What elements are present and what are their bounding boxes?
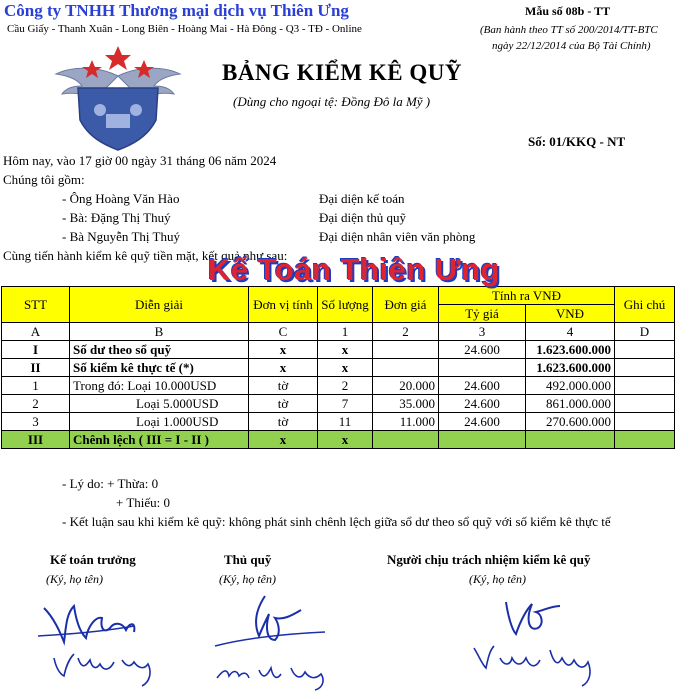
member-role: Đại diện thủ quỹ bbox=[319, 210, 407, 225]
header-note: Ghi chú bbox=[615, 287, 675, 323]
cell-vnd: 492.000.000 bbox=[526, 377, 615, 395]
cell-note bbox=[615, 431, 675, 449]
cell-note bbox=[615, 341, 675, 359]
member-role: Đại diện kế toán bbox=[319, 191, 405, 206]
logo-person-right bbox=[130, 104, 142, 116]
cell-quantity: 2 bbox=[318, 377, 373, 395]
logo-star-2 bbox=[105, 46, 131, 70]
company-logo bbox=[48, 40, 188, 152]
table-row bbox=[2, 377, 675, 395]
cell-quantity: x bbox=[318, 341, 373, 359]
cell-unit: x bbox=[249, 359, 318, 377]
cell-description: Chênh lệch ( III = I - II ) bbox=[70, 431, 249, 449]
header-vnd: VNĐ bbox=[526, 305, 615, 323]
cell-unit: tờ bbox=[249, 413, 318, 431]
header-stt: STT bbox=[2, 287, 70, 323]
cell-vnd: 1.623.600.000 bbox=[526, 359, 615, 377]
date-line: Hôm nay, vào 17 giờ 00 ngày 31 tháng 06 năm 2024 bbox=[3, 153, 277, 168]
cell-unit-price bbox=[373, 359, 439, 377]
form-number: Mẫu số 08b - TT bbox=[525, 4, 611, 18]
signature-hint: (Ký, họ tên) bbox=[219, 572, 276, 586]
reason-line: - Lý do: + Thừa: 0 bbox=[62, 476, 159, 491]
cell-unit-price bbox=[373, 341, 439, 359]
company-name: Công ty TNHH Thương mại dịch vụ Thiên Ưng bbox=[4, 1, 349, 20]
table-header-row bbox=[2, 287, 675, 305]
company-address: Cầu Giấy - Thanh Xuân - Long Biên - Hoàng Mai - Hà Đông - Q3 - TĐ - Online bbox=[7, 23, 362, 35]
header-unit: Đơn vị tính bbox=[249, 287, 318, 323]
cell-note bbox=[615, 377, 675, 395]
cell-description: Số kiểm kê thực tế (*) bbox=[70, 359, 249, 377]
member-name: - Ông Hoàng Văn Hào bbox=[62, 191, 180, 206]
conclusion-line: - Kết luận sau khi kiểm kê quỹ: không phát sinh chênh lệch giữa sổ dư theo sổ quỹ với số kiểm kê thực tế bbox=[62, 514, 611, 529]
cell-unit-price: 20.000 bbox=[373, 377, 439, 395]
header-quantity: Số lượng bbox=[318, 287, 373, 323]
watermark-text: Kế Toán Thiên Ưng bbox=[208, 252, 500, 287]
cell-note bbox=[615, 413, 675, 431]
cell-quantity: 11 bbox=[318, 413, 373, 431]
cell-vnd bbox=[526, 431, 615, 449]
code-cell: C bbox=[249, 323, 318, 341]
signature-title-treasurer: Thủ quỹ bbox=[224, 552, 272, 567]
page-title: BẢNG KIỂM KÊ QUỸ bbox=[222, 60, 462, 85]
cell-rate: 24.600 bbox=[439, 413, 526, 431]
header-vnd-group: Tính ra VNĐ bbox=[439, 287, 615, 305]
issued-by-line-1: (Ban hành theo TT số 200/2014/TT-BTC bbox=[480, 24, 658, 36]
cell-vnd: 1.623.600.000 bbox=[526, 341, 615, 359]
cell-stt: 3 bbox=[2, 413, 70, 431]
members-label: Chúng tôi gồm: bbox=[3, 172, 85, 187]
cell-rate bbox=[439, 431, 526, 449]
cell-quantity: 7 bbox=[318, 395, 373, 413]
cell-note bbox=[615, 395, 675, 413]
issued-by-line-2: ngày 22/12/2014 của Bộ Tài Chính) bbox=[492, 40, 651, 52]
signature-hint: (Ký, họ tên) bbox=[46, 572, 103, 586]
cell-rate bbox=[439, 359, 526, 377]
cell-quantity: x bbox=[318, 431, 373, 449]
cell-stt: I bbox=[2, 341, 70, 359]
cell-unit: tờ bbox=[249, 395, 318, 413]
cell-stt: 1 bbox=[2, 377, 70, 395]
member-name: - Bà: Đặng Thị Thuý bbox=[62, 210, 171, 225]
cell-unit-price: 35.000 bbox=[373, 395, 439, 413]
cell-rate: 24.600 bbox=[439, 341, 526, 359]
signature-treasurer bbox=[205, 588, 345, 694]
cash-count-table bbox=[1, 286, 675, 449]
table-row bbox=[2, 413, 675, 431]
logo-desk bbox=[106, 114, 130, 128]
code-cell: 1 bbox=[318, 323, 373, 341]
header-unit-price: Đơn giá bbox=[373, 287, 439, 323]
cell-vnd: 861.000.000 bbox=[526, 395, 615, 413]
code-cell: D bbox=[615, 323, 675, 341]
cell-unit-price: 11.000 bbox=[373, 413, 439, 431]
signature-responsible bbox=[460, 588, 620, 694]
cell-unit-price bbox=[373, 431, 439, 449]
table-row bbox=[2, 395, 675, 413]
cell-unit: x bbox=[249, 341, 318, 359]
logo-person-left bbox=[94, 104, 106, 116]
header-rate: Tỷ giá bbox=[439, 305, 526, 323]
cell-stt: II bbox=[2, 359, 70, 377]
table-row bbox=[2, 359, 675, 377]
signature-chief-accountant bbox=[30, 588, 190, 694]
signature-title-chief-accountant: Kế toán trưởng bbox=[50, 552, 136, 567]
cell-quantity: x bbox=[318, 359, 373, 377]
member-role: Đại diện nhân viên văn phòng bbox=[319, 229, 476, 244]
signature-hint: (Ký, họ tên) bbox=[469, 572, 526, 586]
signature-title-responsible: Người chịu trách nhiệm kiểm kê quỹ bbox=[387, 552, 591, 567]
cell-rate: 24.600 bbox=[439, 377, 526, 395]
code-cell: 4 bbox=[526, 323, 615, 341]
cell-description: Trong đó: Loại 10.000USD bbox=[70, 377, 249, 395]
cell-description: Loại 1.000USD bbox=[70, 413, 249, 431]
cell-description: Loại 5.000USD bbox=[70, 395, 249, 413]
cell-unit: tờ bbox=[249, 377, 318, 395]
cell-description: Số dư theo sổ quỹ bbox=[70, 341, 249, 359]
cell-unit: x bbox=[249, 431, 318, 449]
code-cell: B bbox=[70, 323, 249, 341]
table-row bbox=[2, 341, 675, 359]
table-row-difference bbox=[2, 431, 675, 449]
cell-stt: III bbox=[2, 431, 70, 449]
shortage-line: + Thiếu: 0 bbox=[116, 495, 171, 510]
code-cell: 2 bbox=[373, 323, 439, 341]
result-line: Cùng tiến hành kiểm kê quỹ tiền mặt, kết quả như sau: bbox=[3, 248, 288, 263]
member-name: - Bà Nguyễn Thị Thuý bbox=[62, 229, 180, 244]
code-cell: A bbox=[2, 323, 70, 341]
page-subtitle: (Dùng cho ngoại tệ: Đồng Đô la Mỹ ) bbox=[233, 94, 431, 109]
cell-note bbox=[615, 359, 675, 377]
cell-stt: 2 bbox=[2, 395, 70, 413]
cell-vnd: 270.600.000 bbox=[526, 413, 615, 431]
code-cell: 3 bbox=[439, 323, 526, 341]
cell-rate: 24.600 bbox=[439, 395, 526, 413]
document-number: Số: 01/KKQ - NT bbox=[528, 134, 626, 149]
header-description: Diễn giải bbox=[70, 287, 249, 323]
table-code-row bbox=[2, 323, 675, 341]
